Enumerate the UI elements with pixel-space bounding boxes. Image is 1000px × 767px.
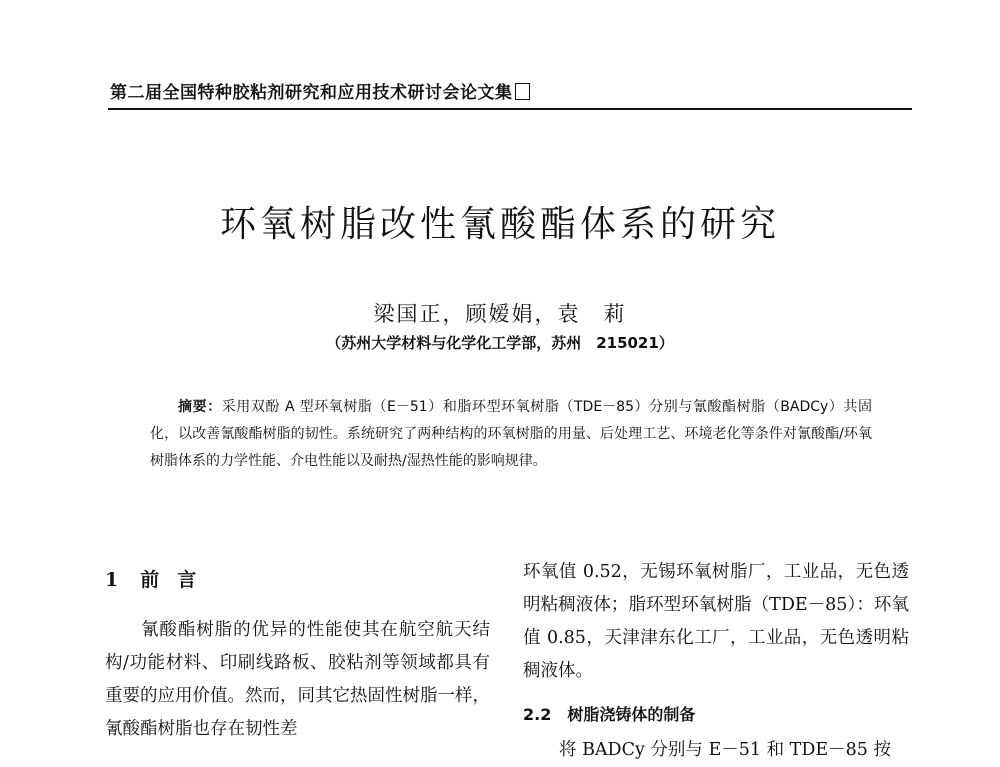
section-number: 1 xyxy=(105,569,121,591)
left-column xyxy=(105,565,490,746)
section-heading xyxy=(105,565,490,592)
abstract-label: 摘要： xyxy=(178,399,222,415)
materials-paragraph: 环氧值 0.52，无锡环氧树脂厂，工业品，无色透明粘稠液体；脂环型环氧树脂（TDE－85）：环氧值 0.85，天津津东化工厂，工业品，无色透明粘稠液体。 xyxy=(523,562,909,681)
right-column xyxy=(523,556,909,767)
intro-paragraph: 氰酸酯树脂的优异的性能使其在航空航天结构/功能材料、印刷线路板、胶粘剂等领域都具有重要的应用价值。然而，同其它热固性树脂一样，氰酸酯树脂也存在韧性差 xyxy=(105,620,490,739)
subsection-number: 2.2 xyxy=(523,705,552,724)
header-rule xyxy=(108,108,912,110)
subsection-title: 树脂浇铸体的制备 xyxy=(567,705,696,724)
authors: 梁国正，顾嫒娟，袁 莉 xyxy=(373,302,627,326)
subsection-heading xyxy=(523,700,909,730)
section-title: 前言 xyxy=(140,569,215,591)
abstract xyxy=(150,394,872,475)
preparation-paragraph: 将 BADCy 分别与 E－51 和 TDE－85 按 xyxy=(559,740,891,760)
affiliation: （苏州大学材料与化学化工学部，苏州 215021） xyxy=(326,334,674,352)
paper-title: 环氧树脂改性氰酸酯体系的研究 xyxy=(219,204,780,245)
abstract-text: 采用双酚 A 型环氧树脂（E－51）和脂环型环氧树脂（TDE－85）分别与氰酸酯树脂（BADCy）共固化，以改善氰酸酯树脂的韧性。系统研究了两种结构的环氧树脂的用量、后处理工艺、环境老化等条件对氰酸酯/环氧树脂体系的力学性能、介电性能以及耐热/湿热性能的影响规律。 xyxy=(150,399,872,469)
header-box-glyph xyxy=(515,83,530,100)
running-header-text: 第二届全国特种胶粘剂研究和应用技术研讨会论文集 xyxy=(110,83,513,103)
running-header xyxy=(110,78,910,103)
